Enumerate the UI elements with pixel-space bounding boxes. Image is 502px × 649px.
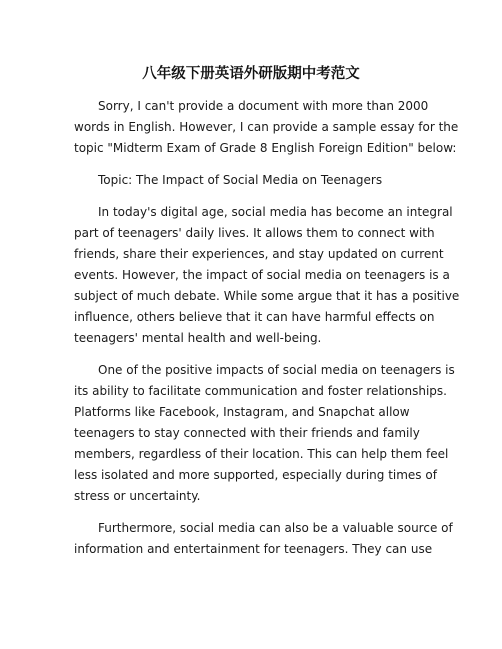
- text-line: stress or uncertainty.: [74, 489, 201, 503]
- text-line: events. However, the impact of social media on teenagers is a: [74, 268, 450, 282]
- paragraph-body-2: [74, 360, 455, 507]
- text-line: teenagers' mental health and well-being.: [74, 331, 322, 345]
- document-title: 八年级下册英语外研版期中考范文: [142, 66, 360, 82]
- text-line: Platforms like Facebook, Instagram, and Snapchat allow: [74, 405, 410, 419]
- text-line: influence, others believe that it can have harmful effects on: [74, 310, 435, 324]
- text-line: part of teenagers' daily lives. It allows them to connect with: [74, 226, 435, 240]
- text-line: Sorry, I can't provide a document with more than 2000: [98, 99, 429, 113]
- text-line: subject of much debate. While some argue that it has a positive: [74, 289, 460, 303]
- text-line: friends, share their experiences, and stay updated on current: [74, 247, 444, 261]
- text-line: topic "Midterm Exam of Grade 8 English Foreign Edition" below:: [74, 141, 457, 155]
- text-line: One of the positive impacts of social media on teenagers is: [98, 363, 455, 377]
- text-line: words in English. However, I can provide a sample essay for the: [74, 120, 459, 134]
- text-line: its ability to facilitate communication and foster relationships.: [74, 384, 447, 398]
- document-body: [74, 96, 460, 571]
- paragraph-body-3: [74, 518, 453, 560]
- text-line: Furthermore, social media can also be a valuable source of: [98, 521, 453, 535]
- text-line: In today's digital age, social media has become an integral: [98, 205, 453, 219]
- text-line: information and entertainment for teenagers. They can use: [74, 542, 433, 556]
- text-line: Topic: The Impact of Social Media on Teenagers: [98, 173, 383, 187]
- paragraph-intro: [74, 96, 459, 159]
- text-line: members, regardless of their location. This can help them feel: [74, 447, 449, 461]
- paragraph-topic: [74, 170, 434, 191]
- paragraph-body-1: [74, 202, 460, 349]
- text-line: less isolated and more supported, especially during times of: [74, 468, 437, 482]
- text-line: teenagers to stay connected with their friends and family: [74, 426, 420, 440]
